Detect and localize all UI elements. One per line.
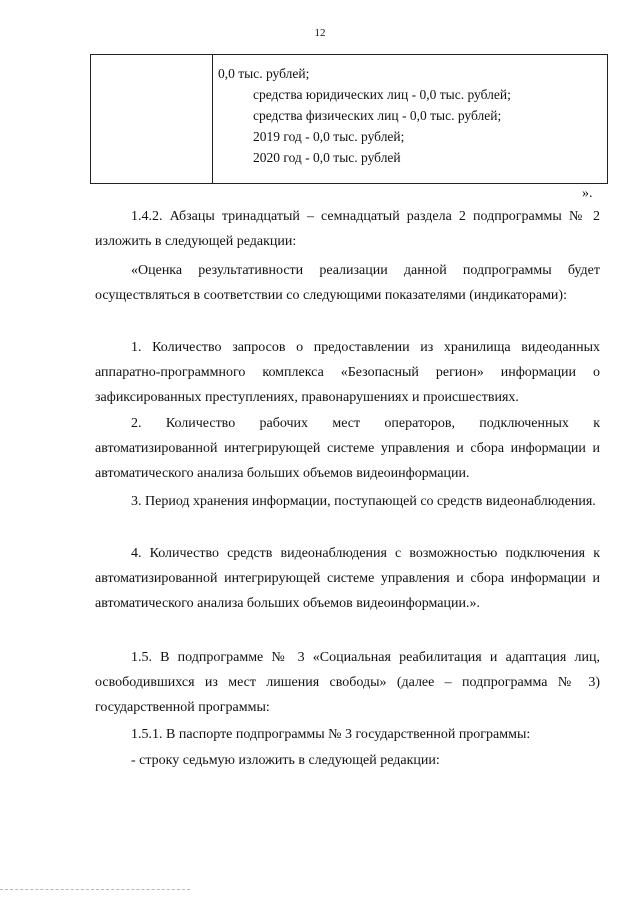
paragraph-text: автоматизированной интегрирующей системе управления и сбора информации и автоматического анализа больших объемов видеоинформации. (95, 441, 600, 481)
funding-line: 0,0 тыс. рублей; (218, 66, 310, 81)
funding-line: 2020 год - 0,0 тыс. рублей (253, 150, 401, 165)
scan-artifact-line (0, 889, 190, 890)
paragraph-text: видеонаблюдения. (485, 494, 596, 509)
indicator-4 (95, 541, 600, 616)
paragraph-first-line: 1.4.2. Абзацы тринадцатый – семнадцатый раздела 2 подпрограммы (131, 209, 562, 224)
paragraph-first-line: 4. Количество средств видеонаблюдения с возможностью подключения (131, 546, 586, 561)
indicator-1 (95, 335, 600, 410)
paragraph-first-line: «Оценка результативности реализации данной подпрограммы будет (131, 263, 600, 278)
paragraph-first-line: 1.5. В подпрограмме № 3 «Социальная реабилитация и адаптация лиц, (131, 650, 600, 665)
paragraph-first-line: 3. Период хранения информации, поступающей со средств (131, 494, 483, 509)
paragraph-first-line: 2. Количество рабочих мест операторов, подключенных к (131, 416, 600, 431)
funding-line: 2019 год - 0,0 тыс. рублей; (253, 129, 405, 144)
paragraph-first-line: - строку седьмую изложить в следующей редакции: (131, 753, 440, 768)
table-cell-label (91, 55, 213, 184)
table-row (91, 55, 608, 184)
paragraph-evaluation (95, 258, 600, 308)
paragraph-text: аппаратно-программного комплекса «Безопасный регион» информации о зафиксированных преступлениях, правонарушениях и происшествиях. (95, 365, 600, 405)
funding-line: средства юридических лиц - 0,0 тыс. рублей; (253, 87, 511, 102)
paragraph-text: освободившихся из мест лишения свободы» (далее – подпрограмма № 3) государственной программы: (95, 675, 600, 715)
table-cell-funding (213, 55, 608, 184)
indicator-3 (95, 489, 600, 514)
budget-table (90, 54, 608, 184)
paragraph-row-seven (95, 748, 600, 773)
paragraph-text: № 2 изложить в следующей редакции: (95, 209, 601, 249)
closing-quote: ». (582, 186, 593, 201)
paragraph-1-5-1 (95, 722, 600, 747)
paragraph-first-line: 1. Количество запросов о предоставлении из хранилища видеоданных (131, 340, 600, 355)
paragraph-first-line: 1.5.1. В паспорте подпрограммы № 3 государственной программы: (131, 727, 531, 742)
paragraph-1-5 (95, 645, 600, 720)
page-number: 12 (314, 27, 326, 39)
indicator-2 (95, 411, 600, 486)
paragraph-1-4-2 (95, 204, 600, 254)
paragraph-text: осуществляться в соответствии со следующими показателями (индикаторами): (95, 288, 567, 303)
funding-line: средства физических лиц - 0,0 тыс. рублей; (253, 108, 502, 123)
paragraph-text: к автоматизированной интегрирующей системе управления и сбора информации и автоматического анализа больших объемов видеоинформации.». (95, 546, 600, 611)
